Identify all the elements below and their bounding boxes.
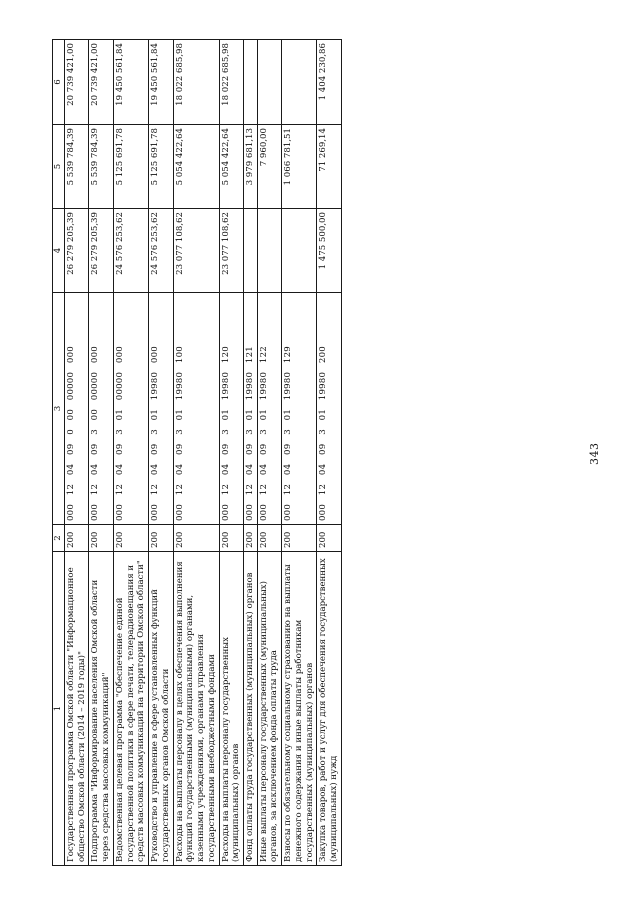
- row-value-col6: 20 739 421,00: [89, 40, 113, 125]
- row-value-col6: [244, 40, 258, 125]
- row-name: Расходы на выплаты персоналу в целях обеспечения выполнения функций государственными (муниципальными) органами, казенными учреждениями, органами управления государственными внебюджетными фондами: [173, 552, 219, 866]
- row-value-col5: 3 979 681,13: [244, 125, 258, 209]
- row-value-col5: 5 054 422,64: [173, 125, 219, 209]
- table-row: [317, 40, 341, 866]
- row-admin-code: 200: [317, 525, 341, 552]
- row-value-col5: 5 539 784,39: [65, 125, 89, 209]
- row-classification-code: 000 12 04 09 3 01 00000 000: [113, 293, 148, 525]
- row-classification-code: 000 12 04 09 3 01 19980 120: [219, 293, 243, 525]
- row-name: Закупка товаров, работ и услуг для обеспечения государственных (муниципальных) нужд: [317, 552, 341, 866]
- row-value-col6: [257, 40, 281, 125]
- row-value-col5: 7 960,00: [257, 125, 281, 209]
- row-admin-code: 200: [89, 525, 113, 552]
- row-admin-code: 200: [219, 525, 243, 552]
- row-value-col5: 1 066 781,51: [282, 125, 317, 209]
- page-number: 343: [588, 442, 601, 465]
- row-admin-code: 200: [244, 525, 258, 552]
- row-value-col4: 23 077 108,62: [173, 209, 219, 293]
- budget-table: [52, 39, 342, 866]
- row-admin-code: 200: [173, 525, 219, 552]
- row-classification-code: 000 12 04 09 3 01 19980 200: [317, 293, 341, 525]
- header-row: [53, 40, 65, 866]
- row-value-col6: [282, 40, 317, 125]
- row-value-col4: [244, 209, 258, 293]
- row-value-col4: 23 077 108,62: [219, 209, 243, 293]
- header-col-6: 6: [53, 40, 65, 125]
- row-name: Фонд оплаты труда государственных (муниципальных) органов: [244, 552, 258, 866]
- table-row: [257, 40, 281, 866]
- row-value-col6: 19 450 561,84: [149, 40, 173, 125]
- row-value-col4: 24 576 253,62: [113, 209, 148, 293]
- table-row: [244, 40, 258, 866]
- row-classification-code: 000 12 04 09 3 00 00000 000: [89, 293, 113, 525]
- row-value-col6: 18 022 685,98: [219, 40, 243, 125]
- row-admin-code: 200: [282, 525, 317, 552]
- row-value-col4: 24 576 253,62: [149, 209, 173, 293]
- row-classification-code: 000 12 04 09 3 01 19980 000: [149, 293, 173, 525]
- row-value-col6: 1 404 230,86: [317, 40, 341, 125]
- row-name: Государственная программа Омской области "Информационное общество Омской области (2014 – 2019 годы)": [65, 552, 89, 866]
- row-admin-code: 200: [149, 525, 173, 552]
- table-row: [282, 40, 317, 866]
- header-col-4: 4: [53, 209, 65, 293]
- table-row: [89, 40, 113, 866]
- row-value-col5: 5 539 784,39: [89, 125, 113, 209]
- row-classification-code: 000 12 04 09 3 01 19980 122: [257, 293, 281, 525]
- row-classification-code: 000 12 04 09 0 00 00000 000: [65, 293, 89, 525]
- row-value-col6: 18 022 685,98: [173, 40, 219, 125]
- header-col-1: 1: [53, 552, 65, 866]
- table-row: [219, 40, 243, 866]
- row-classification-code: 000 12 04 09 3 01 19980 100: [173, 293, 219, 525]
- row-name: Взносы по обязательному социальному страхованию на выплаты денежного содержания и иные выплаты работникам государственных (муниципальных) органов: [282, 552, 317, 866]
- header-col-2: 2: [53, 525, 65, 552]
- table-row: [173, 40, 219, 866]
- row-admin-code: 200: [257, 525, 281, 552]
- row-value-col4: [257, 209, 281, 293]
- row-admin-code: 200: [113, 525, 148, 552]
- row-value-col6: 19 450 561,84: [113, 40, 148, 125]
- row-value-col4: 1 475 500,00: [317, 209, 341, 293]
- row-name: Расходы на выплаты персоналу государственных (муниципальных) органов: [219, 552, 243, 866]
- table-row: [65, 40, 89, 866]
- header-col-5: 5: [53, 125, 65, 209]
- row-name: Руководство и управление в сфере установленных функций государственных органов Омской области: [149, 552, 173, 866]
- row-classification-code: 000 12 04 09 3 01 19980 129: [282, 293, 317, 525]
- row-value-col4: 26 279 205,39: [89, 209, 113, 293]
- table-row: [149, 40, 173, 866]
- row-value-col5: 71 269,14: [317, 125, 341, 209]
- row-value-col4: [282, 209, 317, 293]
- row-value-col5: 5 125 691,78: [113, 125, 148, 209]
- row-value-col4: 26 279 205,39: [65, 209, 89, 293]
- row-name: Ведомственная целевая программа "Обеспечение единой государственной политики в сфере печати, телерадиовещания и средств массовых коммуникаций на территории Омской области": [113, 552, 148, 866]
- row-name: Подпрограмма "Информирование населения Омской области через средства массовых коммуникаций": [89, 552, 113, 866]
- table-row: [113, 40, 148, 866]
- header-col-3: 3: [53, 293, 65, 525]
- row-admin-code: 200: [65, 525, 89, 552]
- row-value-col6: 20 739 421,00: [65, 40, 89, 125]
- row-name: Иные выплаты персоналу государственных (муниципальных) органов, за исключением фонда оплаты труда: [257, 552, 281, 866]
- row-value-col5: 5 054 422,64: [219, 125, 243, 209]
- row-classification-code: 000 12 04 09 3 01 19980 121: [244, 293, 258, 525]
- row-value-col5: 5 125 691,78: [149, 125, 173, 209]
